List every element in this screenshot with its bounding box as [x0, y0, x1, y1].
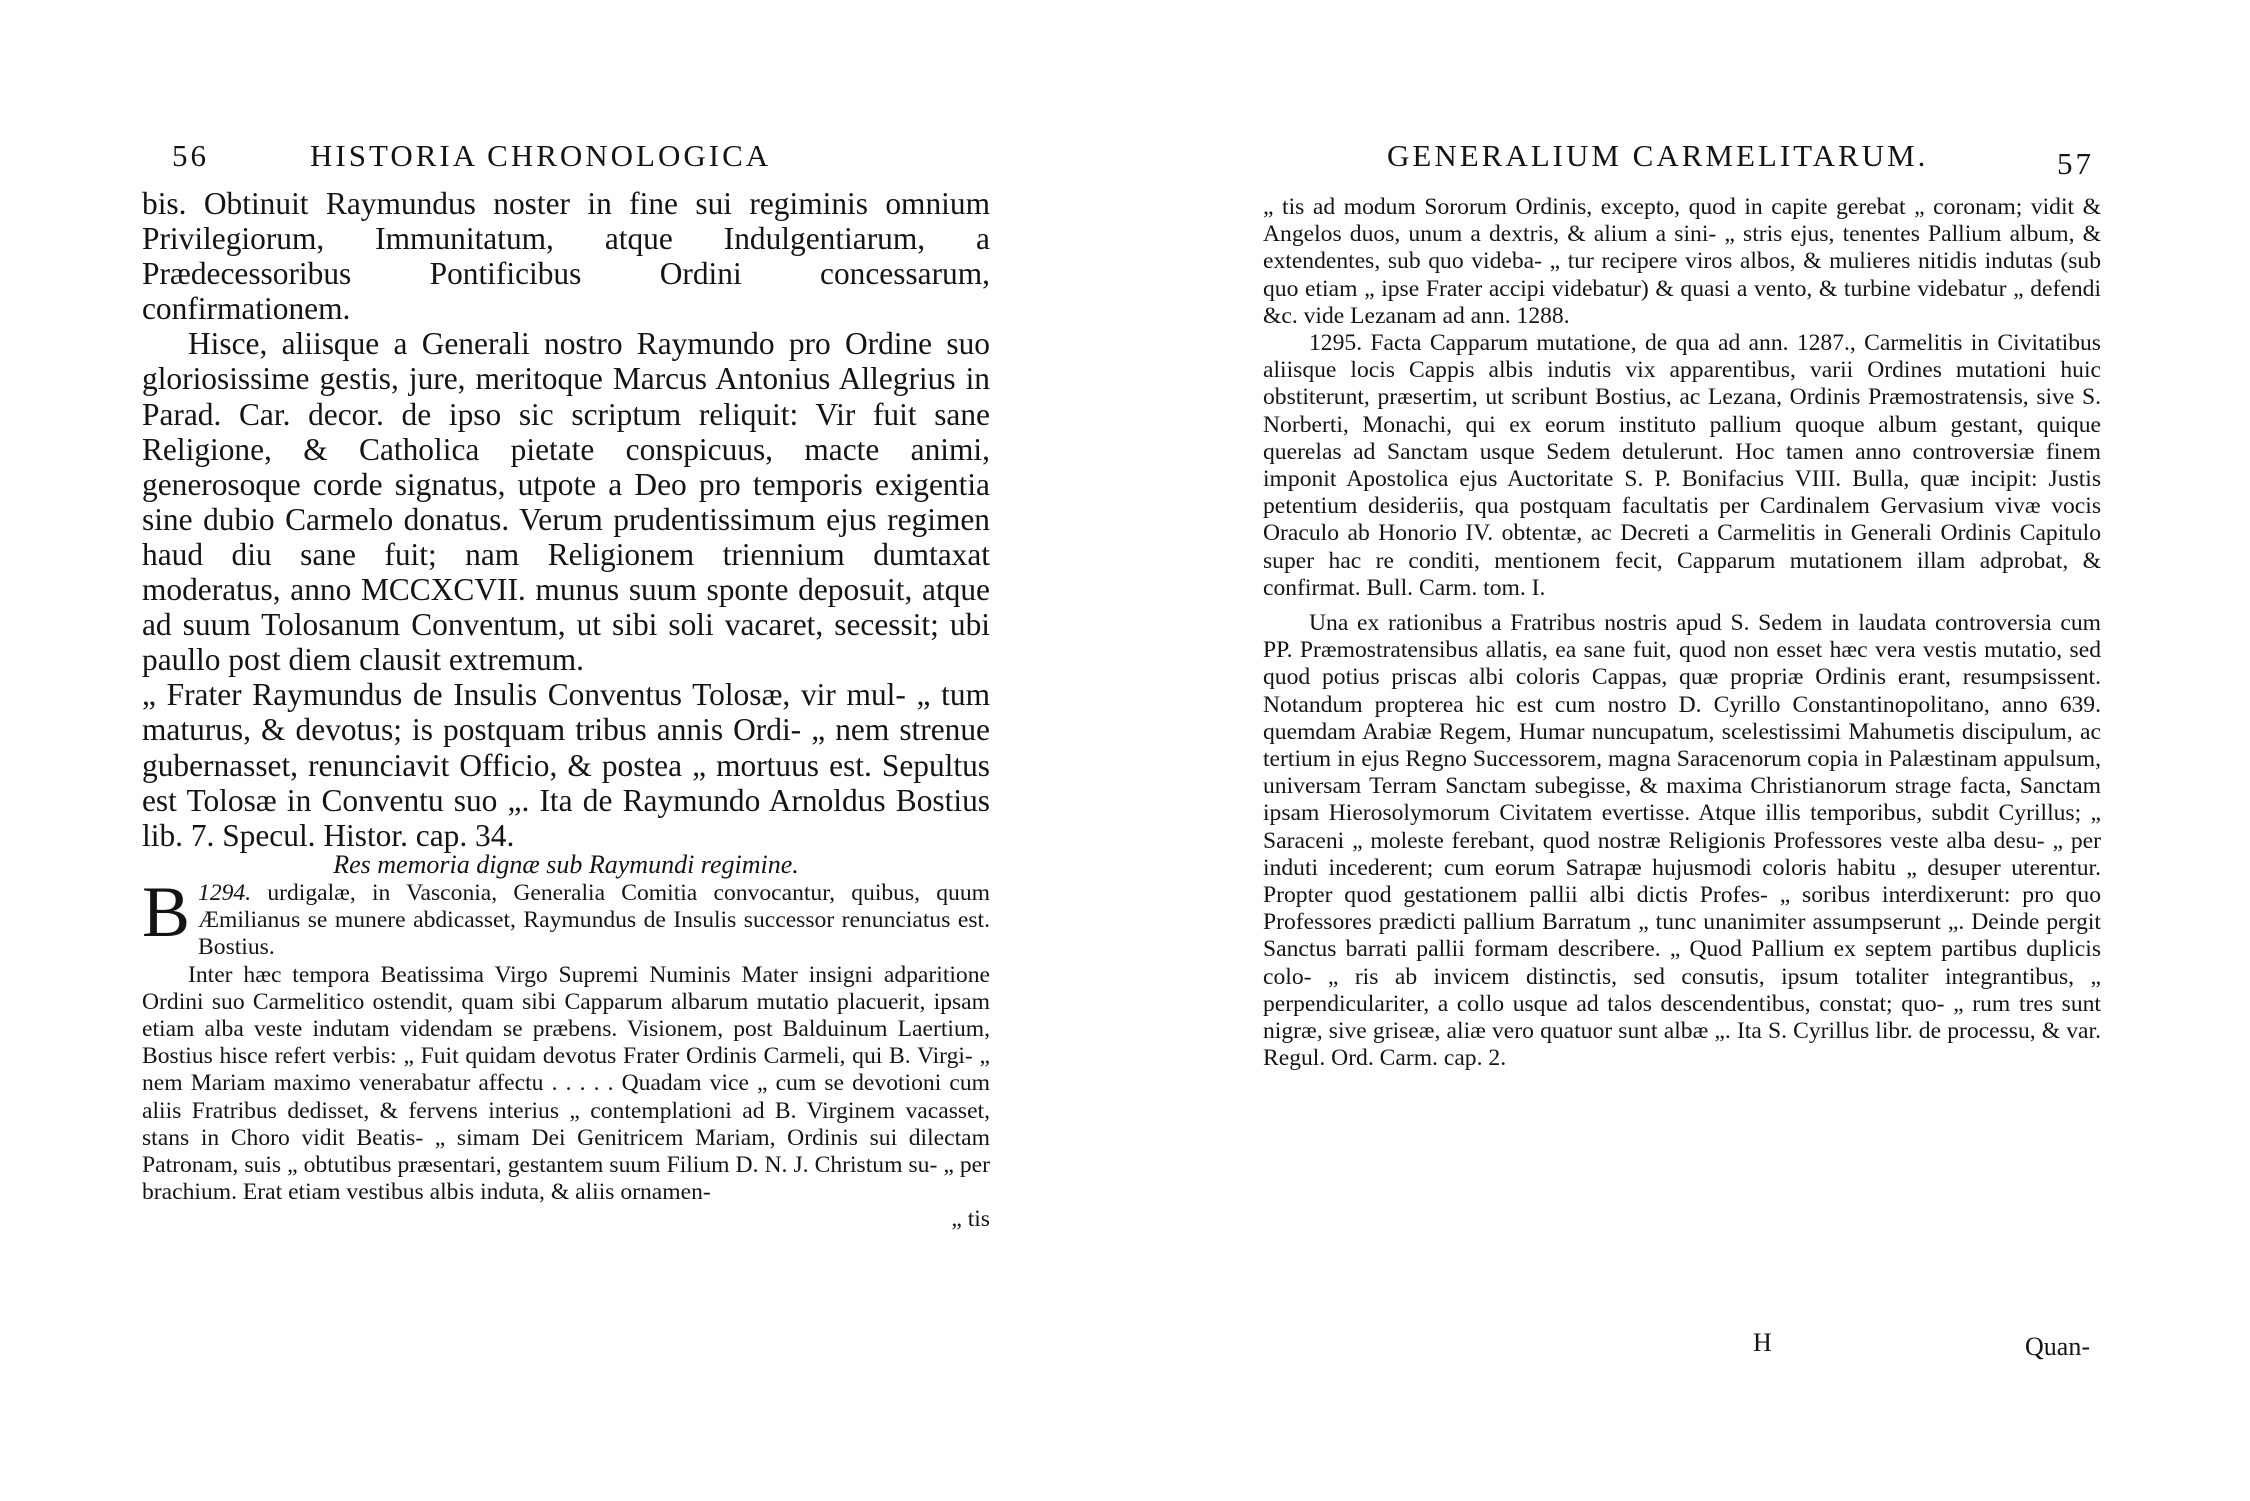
drop-cap: B [142, 872, 191, 952]
running-title: GENERALIUM CARMELITARUM. [1387, 138, 1929, 173]
section-heading: Res memoria dignæ sub Raymundi regimine. [333, 850, 799, 879]
right-main-text [1263, 194, 2101, 1073]
text-paragraph: bis. Obtinuit Raymundus noster in fine sui regiminis omnium Privilegiorum, Immunitatum, atque Indulgentiarum, a Prædecessoribus Pontificibus Ordini concessarum, confirmationem. [142, 186, 990, 327]
left-main-text [142, 186, 990, 853]
quotation-paragraph: „ Frater Raymundus de Insulis Conventus Tolosæ, vir mul- „ tum maturus, & devotus; is postquam tribus annis Ordi- „ nem strenue gubernasset, renunciavit Officio, & postea „ mortuus est. Sepultus est Tolosæ in Conventu suo „. Ita de Raymundo Arnoldus Bostius lib. 7. Specul. Histor. cap. 34. [142, 677, 990, 853]
paragraph-1294-text: urdigalæ, in Vasconia, Generalia Comitia convocantur, quibus, quum Æmilianus se munere abdicasset, Raymundus de Insulis successor renunciatus est. Bostius. [198, 880, 990, 961]
catchword: „ tis [951, 1206, 990, 1233]
page-number: 57 [2057, 146, 2094, 181]
signature-mark: H [1753, 1328, 1772, 1357]
paragraph-vision: Inter hæc tempora Beatissima Virgo Supremi Numinis Mater insigni adparitione Ordini suo Carmelitico ostendit, quam sibi Capparum albarum mutatio placuerit, ipsam etiam alba veste indutam videndam se præbens. Visionem, post Balduinum Laertium, Bostius hisce refert verbis: „ Fuit quidam devotus Frater Ordinis Carmeli, qui B. Virgi- „ nem Mariam maximo venerabatur affectu . . . . . Quadam vice „ cum se devotioni cum aliis Fratribus dedisset, & fervens interius „ contemplationi ad B. Virginem vacasset, stans in Choro vidit Beatis- „ simam Dei Genitricem Mariam, Ordinis sui dilectam Patronam, suis „ obtutibus præsentari, gestantem suum Filium D. N. J. Christum su- „ per brachium. Erat etiam vestibus albis induta, & aliis ornamen- [142, 961, 990, 1206]
running-title: HISTORIA CHRONOLOGICA [310, 138, 772, 173]
catchword: Quan- [2025, 1332, 2090, 1361]
right-page [1125, 0, 2250, 1501]
left-lower-text [142, 810, 990, 1234]
page-number: 56 [172, 138, 209, 173]
text-paragraph: Hisce, aliisque a Generali nostro Raymundo pro Ordine suo gloriosissime gestis, jure, meritoque Marcus Antonius Allegrius in Parad. Car. decor. de ipso sic scriptum reliquit: Vir fuit sane Religione, & Catholica pietate conspicuus, macte animi, generosoque corde signatus, utpote a Deo pro temporis exigentia sine dubio Carmelo donatus. Verum prudentissimum ejus regimen haud diu sane fuit; nam Religionem triennium dumtaxat moderatus, anno MCCXCVII. munus suum sponte deposuit, atque ad suum Tolosanum Conventum, ut sibi soli vacaret, secessit; ubi paullo post diem clausit extremum. [142, 326, 990, 678]
paragraph-ratio: Una ex rationibus a Fratribus nostris apud S. Sedem in laudata controversia cum PP. Præmostratensibus allatis, ea sane fuit, quod non esset hæc vera vestis mutatio, sed quod potius priscas albi coloris Cappas, quæ propriæ Ordinis erant, resumpsissent. Notandum propterea hic est cum nostro D. Cyrillo Constantinopolitano, anno 639. quemdam Arabiæ Regem, Humar nuncupatum, scelestissimi Mahumetis discipulum, ac tertium in ejus Regno Successorem, magna Saracenorum copia in Palæstinam appulsum, universam Terram Sanctam subegisse, & maxima Christianorum strage facta, Sanctam ipsam Hierosolymorum Civitatem evertisse. Atque illis temporibus, subdit Cyrillus; „ Saraceni „ moleste ferebant, quod nostræ Religionis Professores veste alba desu- „ per induti incederent; cum eorum Satrapæ hujusmodi coloris habitu „ desuper uterentur. Propter quod gestationem pallii albi dictis Profes- „ soribus interdixerunt: pro quo Professores prædicti pallium Barratum „ tunc unanimiter assumpserunt „. Deinde pergit Sanctus barrati pallii formam describere. „ Quod Pallium ex septem partibus duplicis colo- „ ris ab invicem distinctis, sed consutis, ipsum totaliter integrantibus, „ perpendiculariter, a collo usque ad talos descendentibus, constat; quo- „ rum tres sunt nigræ, sive griseæ, aliæ vero quatuor sunt albæ „. Ita S. Cyrillus libr. de processu, & var. Regul. Ord. Carm. cap. 2. [1263, 610, 2101, 1072]
paragraph-1295: 1295. Facta Capparum mutatione, de qua ad ann. 1287., Carmelitis in Civitatibus aliisque locis Cappis albis indutis vix apparentibus, varii Ordines mutationi huic obstiterunt, præsertim, ut scribunt Bostius, ac Lezana, Ordinis Præmostratensis, sive S. Norberti, Monachi, qui ex eorum instituto pallium quoque album gestant, quique querelas ad Sanctam usque Sedem detulerunt. Hoc tamen anno controversiæ finem imponit Apostolica ejus Auctoritate S. P. Bonifacius VIII. Bulla, quæ incipit: Justis petentium desideriis, qua postquam facultatis per Cardinalem Gervasium vivæ vocis Oraculo ab Honorio IV. obtentæ, ac Decreti a Carmelitis in Generali Ordinis Capitulo super hac re conditi, mentionem fecit, Capparum mutationem illam adprobat, & confirmat. Bull. Carm. tom. I. [1263, 330, 2101, 601]
quotation-paragraph: „ tis ad modum Sororum Ordinis, excepto, quod in capite gerebat „ coronam; vidit & Angelos duos, unum a dextris, & alium a sini- „ stris ejus, tenentes Pallium album, & extendentes, sub quo videba- „ tur recipere viros albos, & mulieres nitidis indutas (sub quo etiam „ ipse Frater accipi videbatur) & quasi a vento, & turbine videbatur „ defendi &c. vide Lezanam ad ann. 1288. [1263, 194, 2101, 329]
year-label: 1294. [198, 880, 252, 906]
paragraph-1294 [142, 872, 990, 962]
